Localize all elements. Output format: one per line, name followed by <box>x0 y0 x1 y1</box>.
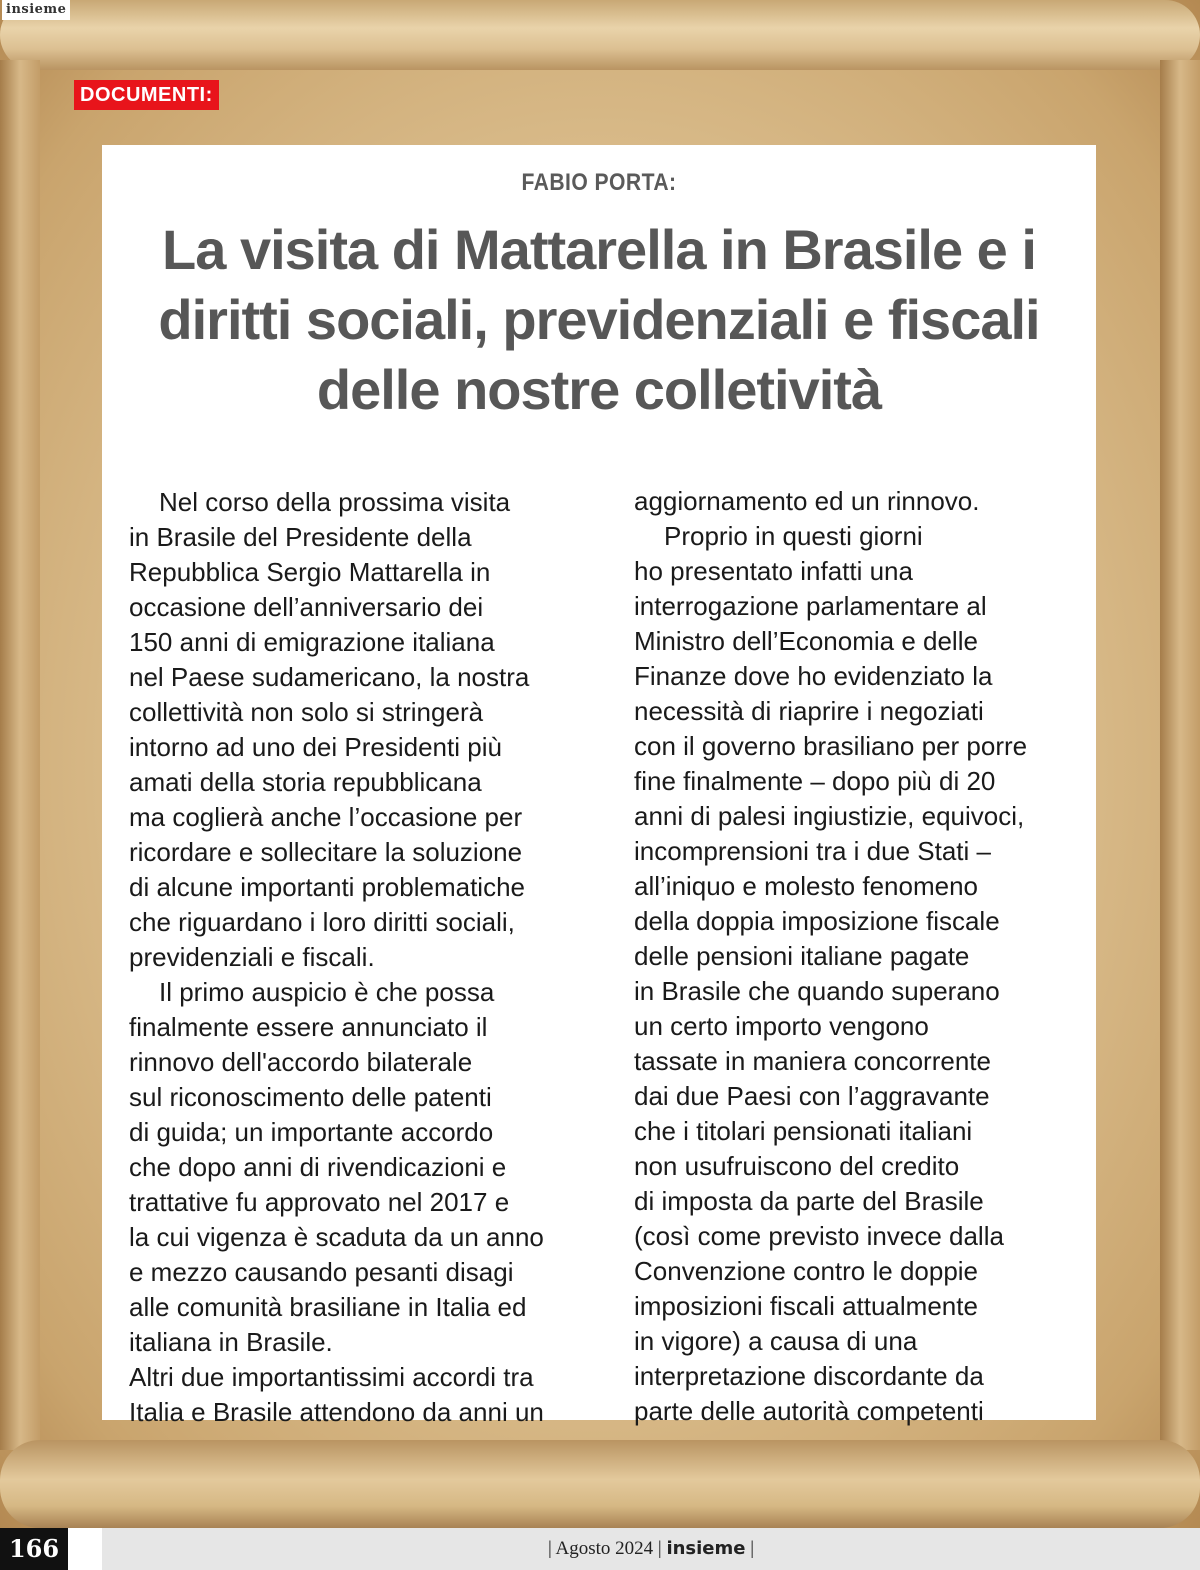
body-text-line: in Brasile che quando superano <box>634 976 1000 1006</box>
body-text-line: che i titolari pensionati italiani <box>634 1116 973 1146</box>
body-text-line: (così come previsto invece dalla <box>634 1221 1004 1251</box>
magazine-logo: insieme <box>2 0 70 20</box>
title-line: diritti sociali, previdenziali e fiscali <box>158 288 1040 351</box>
scroll-roll-bottom <box>0 1440 1200 1528</box>
body-text-line: tassate in maniera concorrente <box>634 1046 991 1076</box>
footer-brand: insieme <box>666 1538 746 1559</box>
body-text-line: delle pensioni italiane pagate <box>634 941 970 971</box>
body-text-line: Italia e Brasile attendono da anni un <box>129 1397 544 1427</box>
title-line: delle nostre colletività <box>316 358 882 421</box>
body-text-line: con il governo brasiliano per porre <box>634 731 1028 761</box>
footer-bar <box>102 1528 1200 1570</box>
body-text-line: intorno ad uno dei Presidenti più <box>129 732 502 762</box>
body-text-line: che dopo anni di rivendicazioni e <box>129 1152 507 1182</box>
body-text-line: in vigore) a causa di una <box>634 1326 918 1356</box>
body-text-line: anni di palesi ingiustizie, equivoci, <box>634 801 1025 831</box>
article-author: FABIO PORTA: <box>521 169 677 196</box>
issue-date: Agosto 2024 <box>555 1538 654 1559</box>
body-text-line: interpretazione discordante da <box>634 1361 984 1391</box>
body-text-line: che riguardano i loro diritti sociali, <box>129 907 515 937</box>
body-text-line: Altri due importantissimi accordi tra <box>129 1362 534 1392</box>
body-text-line: Convenzione contro le doppie <box>634 1256 979 1286</box>
body-text-line: Il primo auspicio è che possa <box>159 977 495 1007</box>
body-text-line: ricordare e sollecitare la soluzione <box>129 837 523 867</box>
body-text-line: collettività non solo si stringerà <box>129 697 484 727</box>
body-text-line: Proprio in questi giorni <box>664 521 923 551</box>
body-text-line: di imposta da parte del Brasile <box>634 1186 984 1216</box>
scroll-edge-left <box>0 60 40 1450</box>
body-column-right <box>634 484 1074 1429</box>
body-column-left <box>129 485 569 1430</box>
body-text-line: trattative fu approvato nel 2017 e <box>129 1187 510 1217</box>
body-text-line: alle comunità brasiliane in Italia ed <box>129 1292 527 1322</box>
body-text-line: fine finalmente – dopo più di 20 <box>634 766 996 796</box>
body-text-line: un certo importo vengono <box>634 1011 929 1041</box>
body-text-line: incomprensioni tra i due Stati – <box>634 836 991 866</box>
body-text-line: 150 anni di emigrazione italiana <box>129 627 495 657</box>
page-number: 166 <box>0 1528 68 1570</box>
body-text-line: previdenziali e fiscali. <box>129 942 375 972</box>
body-text-line: occasione dell’anniversario dei <box>129 592 484 622</box>
scroll-roll-top <box>0 0 1200 70</box>
body-text-line: Finanze dove ho evidenziato la <box>634 661 993 691</box>
footer-separator: | <box>547 1538 552 1559</box>
body-text-line: in Brasile del Presidente della <box>129 522 472 552</box>
body-text-line: Nel corso della prossima visita <box>159 487 511 517</box>
body-text-line: rinnovo dell'accordo bilaterale <box>129 1047 473 1077</box>
body-text-line: e mezzo causando pesanti disagi <box>129 1257 514 1287</box>
body-text-line: non usufruiscono del credito <box>634 1151 960 1181</box>
footer-separator: | <box>657 1538 662 1559</box>
body-text-line: all’iniquo e molesto fenomeno <box>634 871 978 901</box>
body-text-line: nel Paese sudamericano, la nostra <box>129 662 530 692</box>
article-card <box>102 145 1096 1427</box>
section-tag: DOCUMENTI: <box>74 80 219 110</box>
body-text-line: ho presentato infatti una <box>634 556 913 586</box>
body-text-line: sul riconoscimento delle patenti <box>129 1082 492 1112</box>
body-text-line: parte delle autorità competenti <box>634 1396 984 1426</box>
article-title <box>122 215 1076 425</box>
body-text-line: finalmente essere annunciato il <box>129 1012 488 1042</box>
body-text-line: aggiornamento ed un rinnovo. <box>634 486 980 516</box>
body-text-line: Repubblica Sergio Mattarella in <box>129 557 491 587</box>
body-text-line: interrogazione parlamentare al <box>634 591 987 621</box>
scroll-edge-right <box>1160 60 1200 1450</box>
body-text-line: dai due Paesi con l’aggravante <box>634 1081 990 1111</box>
body-text-line: la cui vigenza è scaduta da un anno <box>129 1222 544 1252</box>
body-text-line: della doppia imposizione fiscale <box>634 906 1000 936</box>
body-text-line: di alcune importanti problematiche <box>129 872 525 902</box>
body-text-line: ma coglierà anche l’occasione per <box>129 802 523 832</box>
body-text-line: di guida; un importante accordo <box>129 1117 494 1147</box>
footer-separator: | <box>750 1538 755 1559</box>
body-text-line: italiana in Brasile. <box>129 1327 333 1357</box>
body-text-line: imposizioni fiscali attualmente <box>634 1291 978 1321</box>
body-text-line: necessità di riaprire i negoziati <box>634 696 984 726</box>
body-text-line: amati della storia repubblicana <box>129 767 482 797</box>
body-text-line: Ministro dell’Economia e delle <box>634 626 978 656</box>
title-line: La visita di Mattarella in Brasile e i <box>162 218 1036 281</box>
